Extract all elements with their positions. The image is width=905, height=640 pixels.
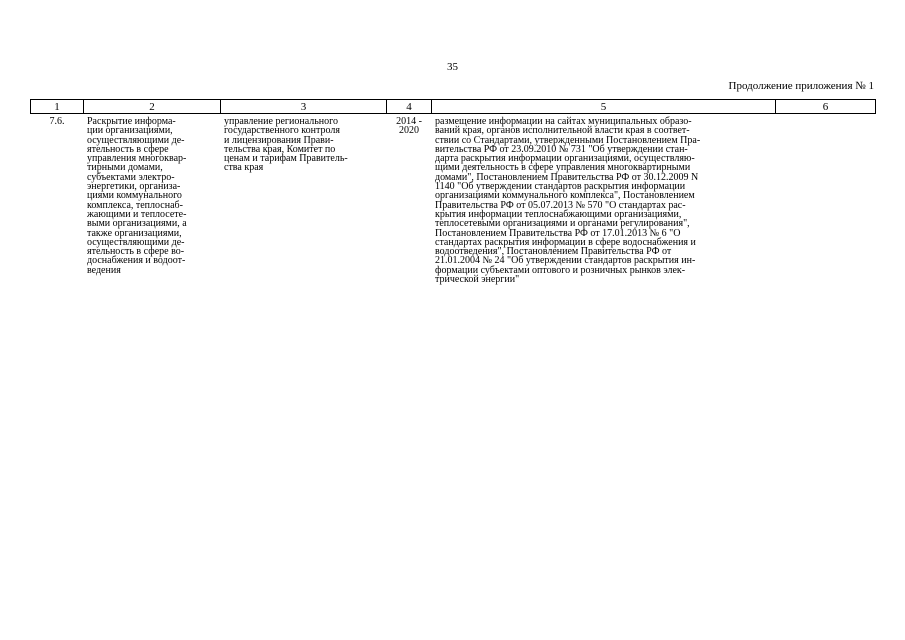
result-line: крытия информации теплоснабжающими организациями,	[435, 208, 682, 220]
period-cell	[387, 114, 432, 285]
measure-line: тирными домами,	[87, 162, 163, 174]
executor-line: управление регионального	[224, 116, 338, 127]
result-line: вительства РФ от 23.09.2010 № 731 "Об утверждении стан-	[435, 143, 688, 155]
measure-line: Раскрытие информа-	[87, 116, 176, 127]
measures-table	[30, 99, 876, 284]
measure-line: комплекса, теплоснаб-	[87, 199, 183, 211]
measure-line: управления многоквар-	[87, 153, 187, 165]
result-line: формации субъектами оптового и розничных рынков элек-	[435, 264, 686, 276]
result-line: размещение информации на сайтах муниципальных образо-	[435, 116, 692, 127]
executor-line: ства края	[224, 162, 264, 174]
measure-line: циями коммунального	[87, 190, 182, 202]
row-number: 7.6.	[49, 116, 65, 127]
result-line: щими деятельность в сфере управления многоквартирными	[435, 162, 691, 174]
measure-line: выми организациями, а	[87, 218, 187, 230]
result-line: Постановлением Правительства РФ от 17.01.2013 № 6 "О	[435, 227, 681, 239]
column-header-3: 3	[221, 100, 387, 114]
executor-line: ценам и тарифам Правитель-	[224, 153, 348, 165]
period-line: 2020	[399, 125, 419, 137]
result-line: дарта раскрытия информации организациями, осуществляю-	[435, 153, 695, 165]
measure-line: субъектами электро-	[87, 171, 175, 183]
result-line: теплосетевыми организациями и органами регулирования",	[435, 218, 690, 230]
executor-line: и лицензирования Прави-	[224, 134, 334, 146]
result-line: организациями коммунального комплекса", Постановлением	[435, 190, 695, 202]
measure-line: осуществляющими де-	[87, 236, 185, 248]
note-cell	[776, 114, 876, 285]
executor-line: тельства края, Комитет по	[224, 143, 336, 155]
result-line: 1140 "Об утверждении стандартов раскрытия информации	[435, 181, 686, 193]
result-line: 21.01.2004 № 24 "Об утверждении стандартов раскрытия ин-	[435, 255, 696, 267]
result-line: ствии со Стандартами, утвержденными Постановлением Пра-	[435, 134, 701, 146]
column-header-4: 4	[387, 100, 432, 114]
measure-line: жающими и теплосете-	[87, 208, 187, 220]
column-header-5: 5	[432, 100, 776, 114]
measure-line: ятельность в сфере во-	[87, 246, 185, 258]
result-line: водоотведения", Постановлением Правительства РФ от	[435, 246, 672, 258]
measure-line: доснабжения и водоот-	[87, 255, 186, 267]
result-line: ваний края, органов исполнительной власти края в соответ-	[435, 125, 690, 137]
measure-line: также организациями,	[87, 227, 182, 239]
measure-line: ятельность в сфере	[87, 143, 169, 155]
column-header-6: 6	[776, 100, 876, 114]
period-line: 2014 -	[396, 116, 422, 127]
column-header-1: 1	[31, 100, 84, 114]
measure-line: энергетики, организа-	[87, 181, 181, 193]
result-cell	[432, 114, 776, 285]
table-header-row	[31, 100, 876, 114]
result-line: трической энергии"	[435, 274, 520, 286]
measure-line: ведения	[87, 264, 121, 276]
measure-line: осуществляющими де-	[87, 134, 185, 146]
executor-line: государственного контроля	[224, 125, 340, 137]
measure-line: ции организациями,	[87, 125, 173, 137]
result-line: Правительства РФ от 05.07.2013 № 570 "О стандартах рас-	[435, 199, 686, 211]
result-line: домами", Постановлением Правительства РФ от 30.12.2009 N	[435, 171, 699, 183]
page-number: 35	[447, 61, 458, 73]
result-line: стандартах раскрытия информации в сфере водоснабжения и	[435, 236, 696, 248]
column-header-2: 2	[84, 100, 221, 114]
measure-cell	[84, 114, 221, 285]
table-row	[31, 114, 876, 285]
executor-cell	[221, 114, 387, 285]
continuation-label: Продолжение приложения № 1	[728, 80, 874, 92]
